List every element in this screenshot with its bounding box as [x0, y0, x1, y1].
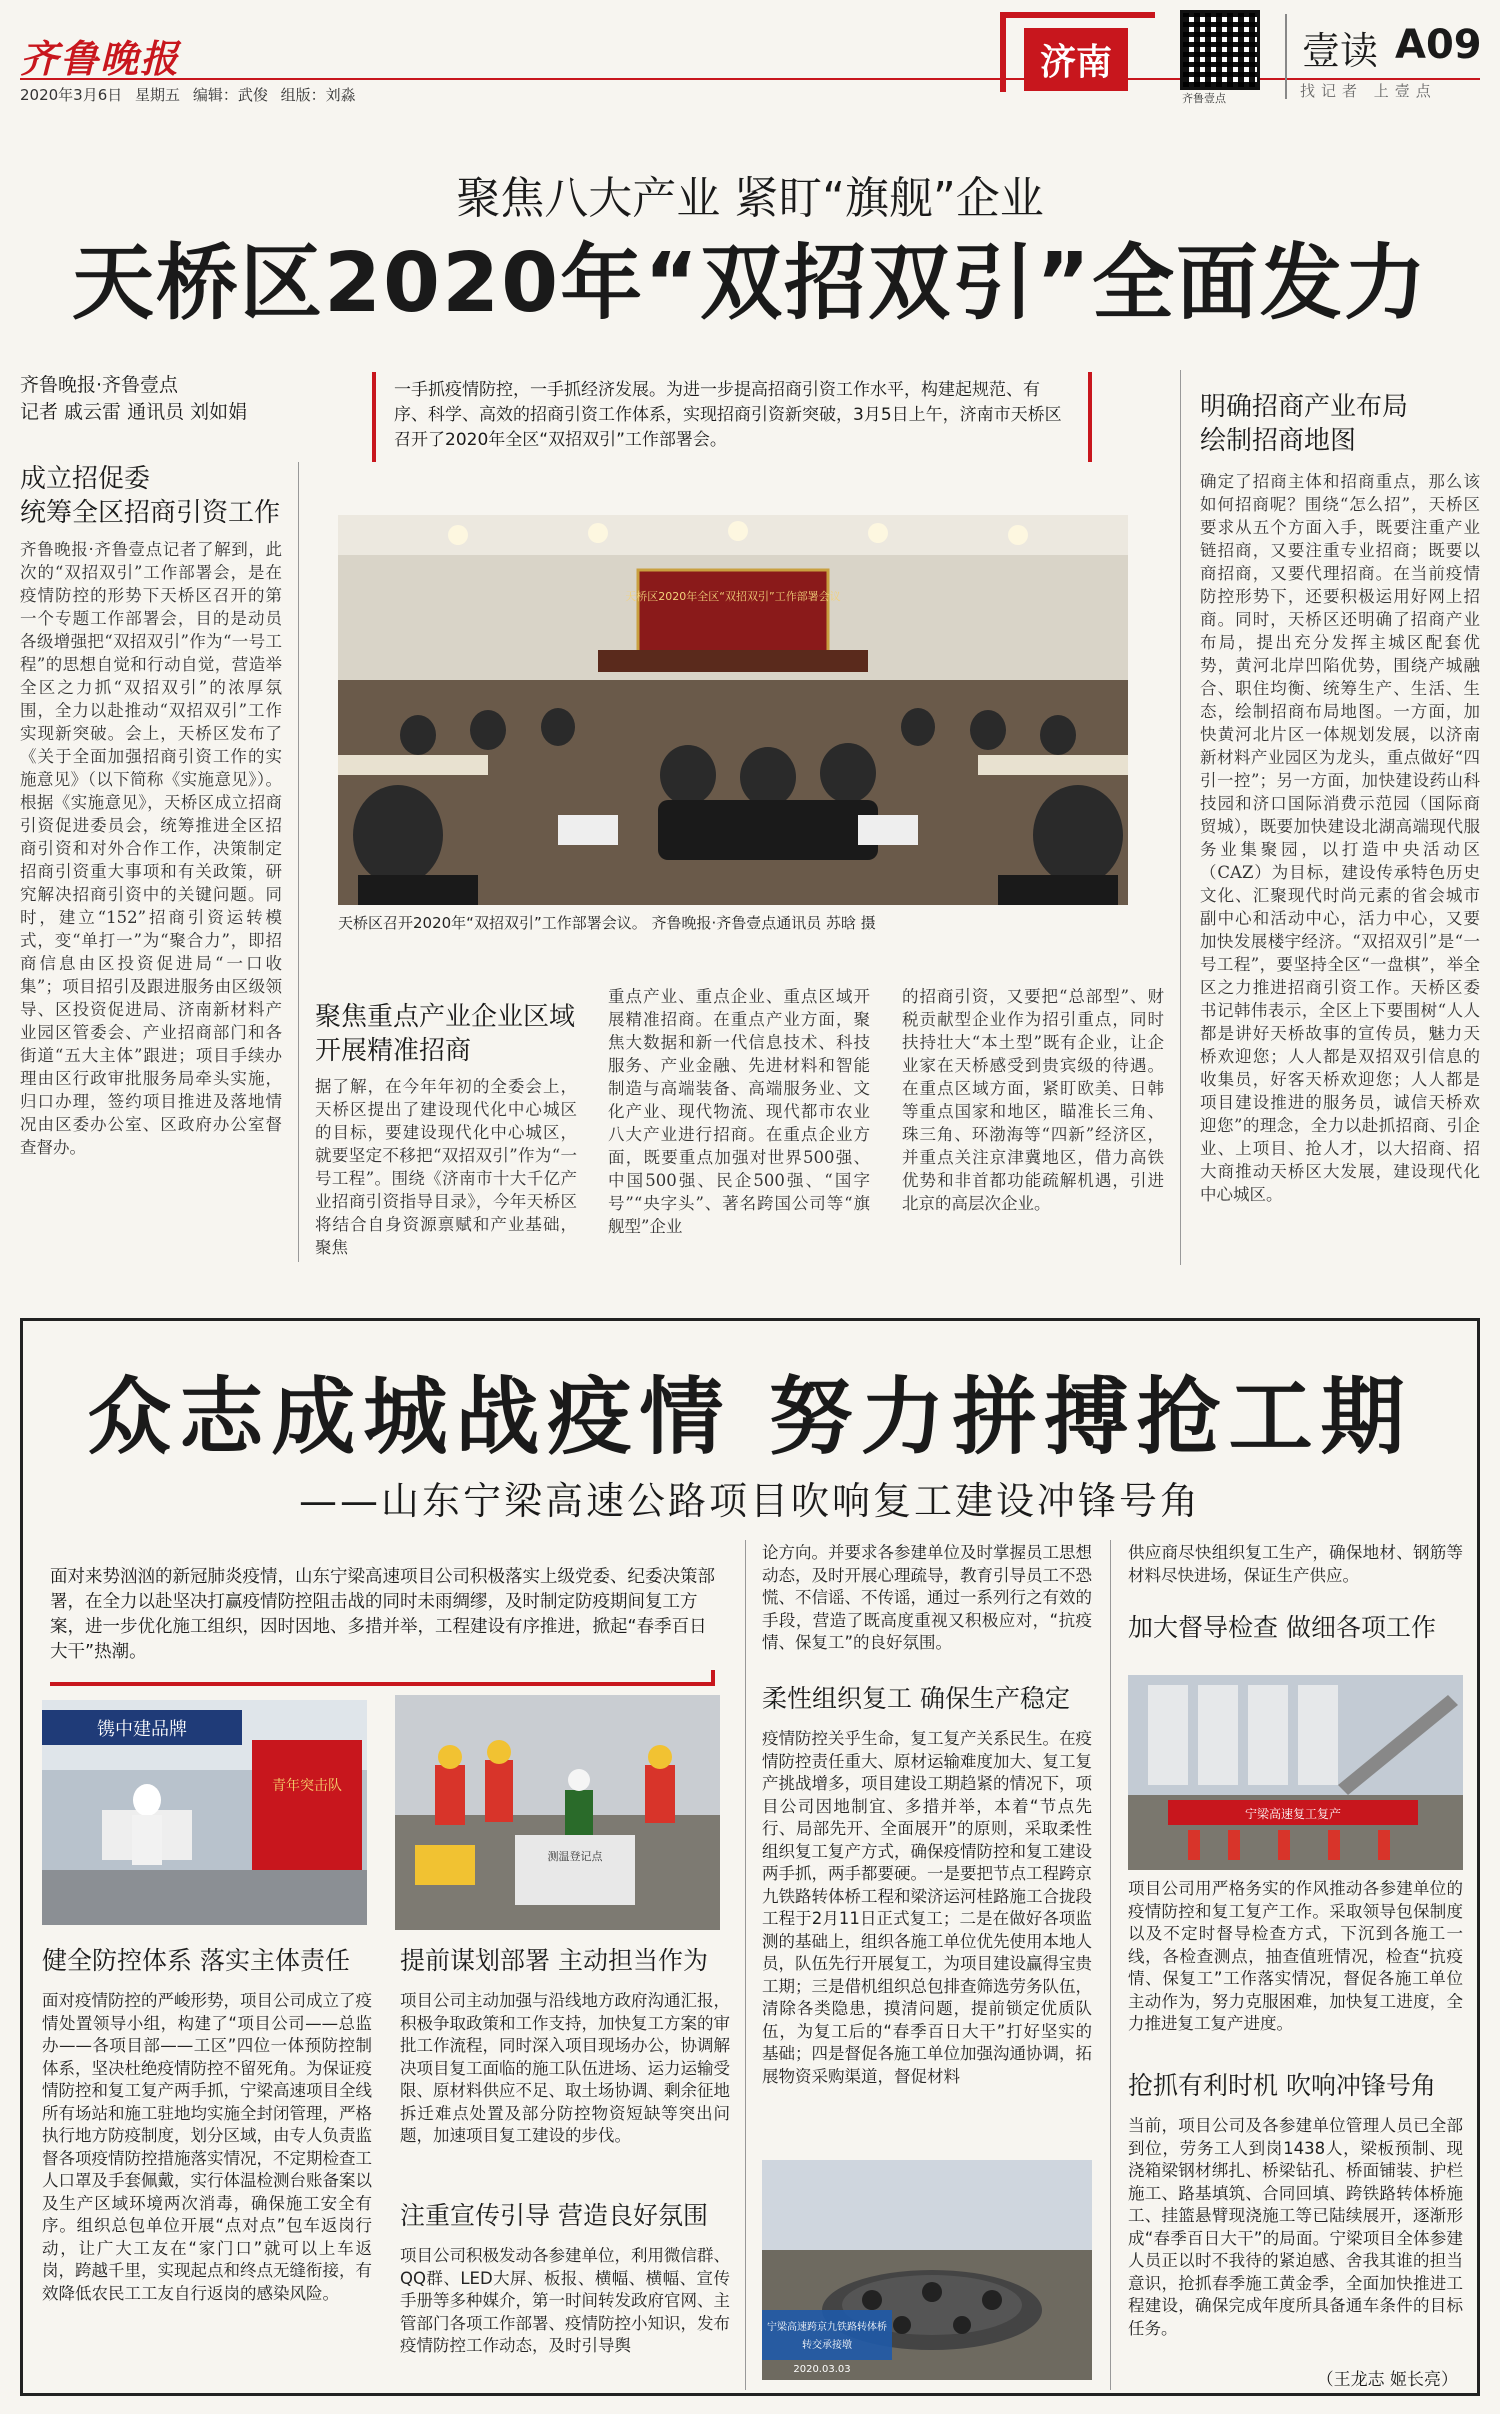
bridge-construction-photo	[762, 2160, 1092, 2380]
col4-body: 项目公司用严格务实的作风推动各参建单位的疫情防控和复工复产工作。采取领导包保制度以及不定时督导检查方式，下沉到各施工一线，各检查测点，抽查值班情况，检查“抗疫情、保复工”工作落实情况，督促各施工单位主动作为，努力克服困难，加快复工进度，全力推进复工复产进度。	[1128, 1879, 1463, 2033]
qr-caption: 齐鲁壹点	[1182, 92, 1226, 105]
right-heading-line2: 绘制招商地图	[1200, 426, 1357, 456]
article1-meeting-photo	[338, 515, 1128, 905]
photo-caption: 天桥区召开2020年“双招双引”工作部署会议。 齐鲁晚报·齐鲁壹点通讯员 苏晗 摄	[338, 914, 876, 932]
batching-plant-illustration	[1128, 1675, 1463, 1870]
col4-heading: 加大督导检查 做细各项工作	[1128, 1613, 1436, 1642]
article1-left-heading	[20, 462, 320, 530]
issue-editor: 编辑：武俊	[192, 86, 268, 104]
column-divider	[745, 1540, 746, 2390]
col2-body: 项目公司主动加强与沿线地方政府沟通汇报，积极争取政策和工作支持，加快复工方案的审批工作流程，同时深入项目现场办公，协调解决项目复工面临的施工队伍进场、运力运输受限、原材料供应不足、取土场协调、剩余征地拆迁难点处置及部分防控物资短缺等突出问题，加速项目复工建设的步伐。	[400, 1991, 730, 2145]
article2-title: 众志成城战疫情 努力拼搏抢工期	[87, 1368, 1413, 1466]
city-section-tag	[1000, 12, 1155, 92]
city-label: 济南	[1024, 28, 1128, 91]
col4-heading-b: 抢抓有利时机 吹响冲锋号角	[1128, 2071, 1436, 2100]
meeting-banner-text: 天桥区2020年全区“双招双引”工作部署会议	[625, 590, 841, 603]
bridge-illustration	[762, 2160, 1092, 2380]
article2-lead: 面对来势汹汹的新冠肺炎疫情，山东宁梁高速项目公司积极落实上级党委、纪委决策部署，在全力以赴坚决打赢疫情防控阻击战的同时未雨绸缪，及时制定防疫期间复工方案，进一步优化施工组织，因时因地、多措并举，工程建设有序推进，掀起“春季百日大干”热潮。	[50, 1567, 715, 1662]
col1-body: 面对疫情防控的严峻形势，项目公司成立了疫情处置领导小组，构建了“项目公司——总监办——各项目部——工区”四位一体预防控制体系，坚决杜绝疫情防控不留死角。为保证疫情防控和复工复产两手抓，宁梁高速项目全线所有场站和施工驻地均实施全封闭管理，严格执行地方防疫制度，划分区域，由专人负责监督各项疫情防控措施落实情况，不定期检查工人口罩及手套佩戴，实行体温检测台账备案以及生产区域环境两次消毒，确保施工安全有序。组织总包单位开展“点对点”包车返岗行动，让广大工友在“家门口”就可以上车返岗，跨越千里，实现起点和终点无缝衔接，有效降低农民工工友自行返岗的感染风险。	[42, 1991, 372, 2303]
article1-left-body: 齐鲁晚报·齐鲁壹点记者了解到，此次的“双招双引”工作部署会，是在疫情防控的形势下天桥区召开的第一个专题工作部署会，目的是动员各级增强把“双招双引”作为“一号工程”的思想自觉和行动自觉，营造举全区之力抓“双招双引”的浓厚氛围，全力以赴推动“双招双引”工作实现新突破。会上，天桥区发布了《关于全面加强招商引资工作的实施意见》（以下简称《实施意见》）。根据《实施意见》，天桥区成立招商引资促进委员会，统筹推进全区招商引资和对外合作工作，决策制定招商引资重大事项和有关政策，研究解决招商引资中的关键问题。同时，建立“152”招商引资运转模式，变“单打一”为“聚合力”，即招商信息由区投资促进局“一口收集”；项目招引及跟进服务由区级领导、区投资促进局、济南新材料产业园区管委会、产业招商部门和各街道“五大主体”跟进；项目手续办理由区行政审批服务局牵头实施，归口办理，签约项目推进及落地情况由区委办公室、区政府办公室督查督办。	[20, 540, 282, 1157]
masthead-divider	[1285, 14, 1287, 99]
issue-weekday: 星期五	[135, 86, 181, 104]
article1-mid-body-1: 据了解，在今年年初的全委会上，天桥区提出了建设现代化中心城区的目标，要建设现代化中心城区，就要坚定不移把“双招双引”作为“一号工程”。围绕《济南市十大千亿产业招商引资指导目录》，今年天桥区将结合自身资源禀赋和产业基础，聚焦	[315, 1077, 577, 1257]
article2-signature: （王龙志 姬长亮）	[1316, 2370, 1458, 2390]
article1-right-body: 确定了招商主体和招商重点，那么该如何招商呢？围绕“怎么招”，天桥区要求从五个方面入手，既要注重产业链招商，又要注重专业招商；既要以商招商，又要代理招商。在当前疫情防控形势下，还要积极运用好网上招商。同时，天桥区还明确了招商产业布局，提出充分发挥主城区配套优势，黄河北岸凹陷优势，围绕产城融合、职住均衡、统筹生产、生活、生态，绘制招商布局地图。一方面，加快黄河北片区一体规划发展，以济南新材料产业园区为龙头，重点做好“四引一控”；另一方面，加快建设药山科技园和济口国际消费示范园（国际商贸城），既要加快建设北湖高端现代服务业集聚园，以打造中央活动区（CAZ）为目标，建设传承特色历史文化、汇聚现代时尚元素的省会城市副中心和活动中心，活力中心，又要加快发展楼宇经济。“双招双引”是“一号工程”，要坚持全区“一盘棋”，举全区之力推进招商引资工作。天桥区委书记韩伟表示，全区上下要围树“人人都是讲好天桥故事的宣传员，魅力天桥欢迎您；人人都是双招双引信息的收集员，好客天桥欢迎您；人人都是项目建设推进的服务员，诚信天桥欢迎您”的理念，全力以赴抓招商、引企业、上项目、抢人才，以大招商、招大商推动天桥区大发展，建设现代化中心城区。	[1200, 472, 1480, 1204]
col3-body: 疫情防控关乎生命，复工复产关系民生。在疫情防控责任重大、原材运输难度加大、复工复产挑战增多，项目建设工期趋紧的情况下，项目公司因地制宜、多措并举，本着“节点先行、局部先开、全面展开”的原则，采取柔性组织复工复产方式，确保疫情防控和复工建设两手抓，两手都要硬。一是要把节点工程跨京九铁路转体桥工程和梁济运河桂路施工合拢段工程于2月11日正式复工；二是在做好各项监测的基础上，组织各施工单位优先使用本地人员，队伍先行开展复工，为项目建设赢得宝贵工期；三是借机组织总包排查筛选劳务队伍，清除各类隐患，摸清问题，提前锁定优质队伍，为复工后的“春季百日大干”打好坚实的基础；四是督促各施工单位加强沟通协调，拓展物资采购渠道，督促材料	[762, 1729, 1092, 2086]
article1-mid-body-2: 重点产业、重点企业、重点区域开展精准招商。在重点产业方面，聚焦大数据和新一代信息技术、科技服务、产业金融、先进材料和智能制造与高端装备、高端服务业、文化产业、现代物流、现代都市农业八大产业进行招商。在重点企业方面，既要重点加强对世界500强、中国500强、民企500强、“国字号”“央字头”、著名跨国公司等“旗舰型”企业	[608, 987, 870, 1236]
masthead-rule	[20, 78, 1480, 80]
meeting-photo-illustration	[338, 515, 1128, 905]
photo2-board-text: 测温登记点	[547, 1850, 603, 1863]
article1-mid-body-3: 的招商引资，又要把“总部型”、财税贡献型企业作为招引重点，同时扶持壮大“本土型”既有企业，让企业家在天桥感受到贵宾级的待遇。在重点区域方面，紧盯欧美、日韩等重点国家和地区，瞄准长三角、珠三角、环渤海等“四新”经济区，并重点关注京津冀地区，借力高铁优势和非首都功能疏解机遇，引进北京的高层次企业。	[902, 987, 1164, 1213]
lead-underline	[50, 1670, 715, 1686]
article1-title: 天桥区2020年“双招双引”全面发力	[71, 236, 1428, 331]
photo3-banner-line1: 宁梁高速跨京九铁路转体桥	[767, 2322, 887, 2333]
col3-body-top: 论方向。并要求各参建单位及时掌握员工思想动态，及时开展心理疏导，教育引导员工不恐慌、不信谣、不传谣，通过一系列行之有效的手段，营造了既高度重视又积极应对，“抗疫情、保复工”的良好氛围。	[762, 1543, 1092, 1652]
section-name: 壹读	[1302, 29, 1379, 73]
byline-authors: 记者 戚云雷 通讯员 刘如娟	[20, 401, 248, 423]
byline-outlet: 齐鲁晚报·齐鲁壹点	[20, 374, 179, 396]
photo3-banner-line2: 转交承接墩	[802, 2340, 852, 2351]
issue-date: 2020年3月6日	[20, 86, 123, 104]
page-number: A09	[1395, 22, 1482, 68]
column-divider	[1180, 370, 1181, 1265]
col3-heading: 柔性组织复工 确保生产稳定	[762, 1684, 1070, 1713]
article2-subtitle: ——山东宁梁高速公路项目吹响复工建设冲锋号角	[298, 1479, 1201, 1523]
qr-code[interactable]	[1180, 10, 1260, 90]
photo1-banner-text: 青年突击队	[272, 1778, 342, 1794]
contact-line: 找记者 上壹点	[1300, 82, 1437, 100]
column-divider	[298, 462, 299, 1262]
newspaper-logo: 齐鲁晚报	[20, 36, 181, 81]
col4-body-b: 当前，项目公司及各参建单位管理人员已全部到位，劳务工人到岗1438人，梁板预制、现浇箱梁钢材绑扎、桥梁钻孔、桥面铺装、护栏施工、路基填筑、合同回填、跨铁路转体桥施工、挂篮悬臂现浇施工等已陆续展开，逐渐形成“春季百日大干”的局面。宁梁项目全体参建人员正以时不我待的紧迫感、舍我其谁的担当意识，抢抓春季施工黄金季，全面加快推进工程建设，确保完成年度所具备通车条件的目标任务。	[1128, 2116, 1463, 2338]
col1-heading: 健全防控体系 落实主体责任	[42, 1946, 350, 1975]
left-heading-line2: 统筹全区招商引资工作	[20, 498, 281, 528]
col2-body-b: 项目公司积极发动各参建单位，利用微信群、QQ群、LED大屏、板报、横幅、横幅、宣传手册等多种媒介，第一时间转发政府官网、主管部门各项工作部署、疫情防控小知识，发布疫情防控工作动态，及时引导舆	[400, 2246, 730, 2355]
photo3-date: 2020.03.03	[793, 2364, 851, 2375]
article1-lead: 一手抓疫情防控，一手抓经济发展。为进一步提高招商引资工作水平，构建起规范、有序、科学、高效的招商引资工作体系，实现招商引资新突破，3月5日上午，济南市天桥区召开了2020年全区“双招双引”工作部署会。	[372, 372, 1092, 462]
photo1-sign-text: 镌中建品牌	[97, 1719, 187, 1740]
temperature-check-illustration	[395, 1695, 720, 1930]
checkpoint-illustration	[42, 1700, 367, 1925]
col2-heading: 提前谋划部署 主动担当作为	[400, 1946, 708, 1975]
issue-layout: 组版：刘淼	[280, 86, 356, 104]
column-divider	[1110, 1540, 1111, 2390]
epidemic-checkpoint-photo	[42, 1700, 367, 1925]
col2-heading-b: 注重宣传引导 营造良好氛围	[400, 2201, 708, 2230]
right-heading-line1: 明确招商产业布局	[1200, 392, 1409, 422]
article1-mid-heading	[315, 1000, 605, 1068]
mid-heading-line1: 聚焦重点产业企业区域	[315, 1002, 576, 1032]
left-heading-line1: 成立招促委	[20, 464, 151, 494]
col4-body-top: 供应商尽快组织复工生产，确保地材、钢筋等材料尽快进场，保证生产供应。	[1128, 1543, 1463, 1585]
article1-subtitle: 聚焦八大产业 紧盯“旗舰”企业	[456, 173, 1044, 224]
photo4-banner-text: 宁梁高速复工复产	[1244, 1807, 1342, 1821]
batching-plant-photo	[1128, 1675, 1463, 1870]
mid-heading-line2: 开展精准招商	[315, 1036, 472, 1066]
temperature-check-photo	[395, 1695, 720, 1930]
article1-right-heading	[1200, 390, 1480, 458]
issue-meta	[20, 84, 356, 105]
article1-byline	[20, 372, 247, 426]
